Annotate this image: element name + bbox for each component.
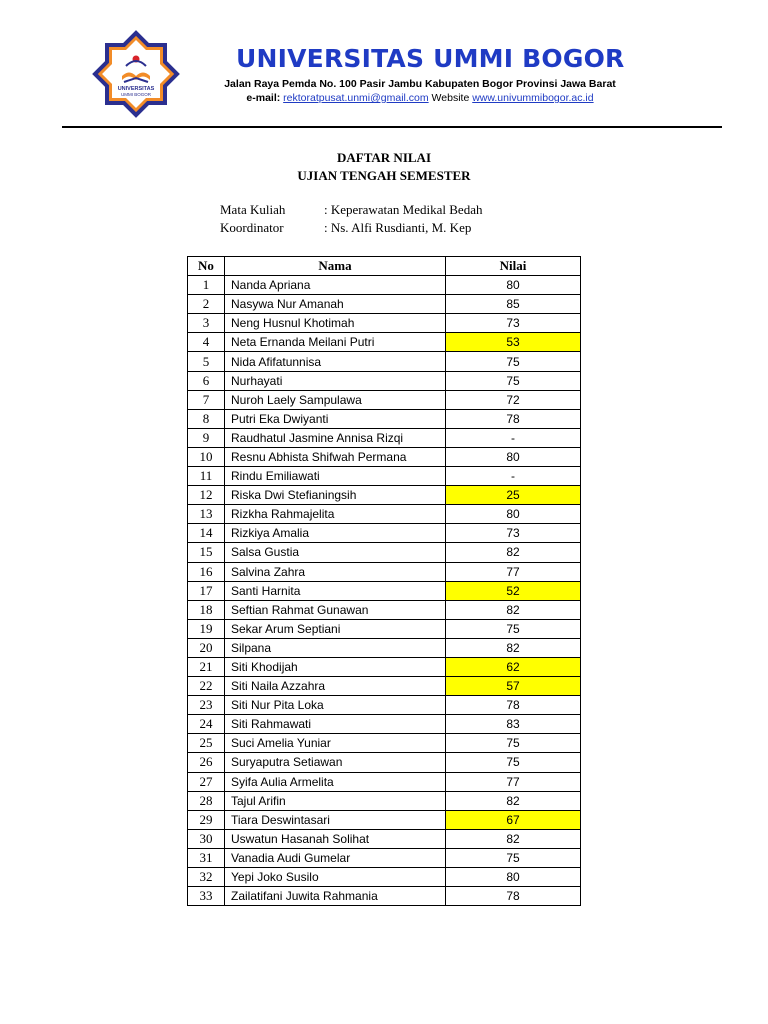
cell-nama: Nanda Apriana (225, 276, 446, 295)
cell-no: 7 (188, 390, 225, 409)
table-row (188, 600, 581, 619)
cell-nilai: 75 (446, 734, 581, 753)
cell-no: 11 (188, 467, 225, 486)
cell-nilai: 52 (446, 581, 581, 600)
table-row (188, 524, 581, 543)
table-row (188, 447, 581, 466)
cell-nilai: 75 (446, 352, 581, 371)
cell-no: 27 (188, 772, 225, 791)
table-row (188, 486, 581, 505)
cell-no: 28 (188, 791, 225, 810)
table-row (188, 657, 581, 676)
cell-nama: Rizkha Rahmajelita (225, 505, 446, 524)
cell-no: 32 (188, 868, 225, 887)
university-name: UNIVERSITAS UMMI BOGOR (236, 44, 625, 73)
table-row (188, 314, 581, 333)
cell-nama: Siti Nur Pita Loka (225, 696, 446, 715)
logo-text-2: UMMI BOGOR (121, 92, 151, 97)
cell-no: 17 (188, 581, 225, 600)
cell-nilai: 72 (446, 390, 581, 409)
logo-text-1: UNIVERSITAS (117, 86, 155, 92)
cell-no: 6 (188, 371, 225, 390)
table-row (188, 715, 581, 734)
cell-nama: Rizkiya Amalia (225, 524, 446, 543)
cell-no: 26 (188, 753, 225, 772)
cell-nilai: 82 (446, 638, 581, 657)
cell-nama: Siti Rahmawati (225, 715, 446, 734)
table-row (188, 619, 581, 638)
cell-nama: Siti Khodijah (225, 657, 446, 676)
cell-nama: Seftian Rahmat Gunawan (225, 600, 446, 619)
cell-nilai: 78 (446, 887, 581, 906)
cell-nama: Siti Naila Azzahra (225, 677, 446, 696)
table-row (188, 810, 581, 829)
table-row (188, 390, 581, 409)
cell-nilai: - (446, 467, 581, 486)
cell-no: 3 (188, 314, 225, 333)
cell-nama: Suryaputra Setiawan (225, 753, 446, 772)
cell-no: 19 (188, 619, 225, 638)
email-link[interactable]: rektoratpusat.unmi@gmail.com (283, 92, 429, 104)
cell-nama: Tiara Deswintasari (225, 810, 446, 829)
table-row (188, 791, 581, 810)
cell-nilai: 57 (446, 677, 581, 696)
table-row (188, 276, 581, 295)
table-row (188, 409, 581, 428)
course-label: Mata Kuliah (220, 202, 286, 217)
table-row (188, 887, 581, 906)
cell-no: 24 (188, 715, 225, 734)
cell-nilai: 82 (446, 829, 581, 848)
cell-no: 31 (188, 848, 225, 867)
cell-no: 30 (188, 829, 225, 848)
cell-nama: Nasywa Nur Amanah (225, 295, 446, 314)
table-row (188, 505, 581, 524)
cell-nilai: 75 (446, 753, 581, 772)
cell-nama: Raudhatul Jasmine Annisa Rizqi (225, 428, 446, 447)
contact-line (220, 92, 620, 104)
cell-no: 13 (188, 505, 225, 524)
cell-no: 5 (188, 352, 225, 371)
table-row (188, 734, 581, 753)
header-nama: Nama (225, 257, 446, 276)
cell-nama: Tajul Arifin (225, 791, 446, 810)
cell-nilai: 80 (446, 505, 581, 524)
cell-nama: Nurhayati (225, 371, 446, 390)
table-row (188, 772, 581, 791)
header-divider (62, 126, 722, 128)
table-row (188, 371, 581, 390)
university-address: Jalan Raya Pemda No. 100 Pasir Jambu Kabupaten Bogor Provinsi Jawa Barat (224, 78, 616, 90)
header-nilai: Nilai (446, 257, 581, 276)
cell-no: 14 (188, 524, 225, 543)
cell-nilai: 53 (446, 333, 581, 352)
cell-nilai: 62 (446, 657, 581, 676)
cell-no: 22 (188, 677, 225, 696)
grades-table (187, 256, 581, 906)
cell-nama: Vanadia Audi Gumelar (225, 848, 446, 867)
cell-nama: Riska Dwi Stefianingsih (225, 486, 446, 505)
cell-nilai: 82 (446, 600, 581, 619)
cell-no: 15 (188, 543, 225, 562)
cell-nama: Salsa Gustia (225, 543, 446, 562)
cell-no: 29 (188, 810, 225, 829)
cell-nilai: 77 (446, 772, 581, 791)
table-row (188, 829, 581, 848)
coordinator-label: Koordinator (220, 220, 284, 235)
cell-nilai: 80 (446, 276, 581, 295)
university-logo (88, 26, 184, 122)
cell-nama: Suci Amelia Yuniar (225, 734, 446, 753)
cell-nilai: 80 (446, 868, 581, 887)
email-label: e-mail: (246, 92, 281, 104)
cell-nilai: 25 (446, 486, 581, 505)
cell-nama: Salvina Zahra (225, 562, 446, 581)
cell-nilai: 75 (446, 619, 581, 638)
cell-no: 23 (188, 696, 225, 715)
table-row (188, 295, 581, 314)
cell-no: 18 (188, 600, 225, 619)
coordinator-line (220, 220, 471, 236)
cell-no: 1 (188, 276, 225, 295)
document-title: DAFTAR NILAI (336, 150, 431, 165)
cell-nama: Putri Eka Dwiyanti (225, 409, 446, 428)
document-subtitle: UJIAN TENGAH SEMESTER (297, 168, 471, 183)
cell-nama: Nida Afifatunnisa (225, 352, 446, 371)
cell-nilai: 75 (446, 371, 581, 390)
cell-no: 20 (188, 638, 225, 657)
cell-no: 33 (188, 887, 225, 906)
coordinator-value: : Ns. Alfi Rusdianti, M. Kep (324, 220, 472, 235)
cell-nama: Resnu Abhista Shifwah Permana (225, 447, 446, 466)
cell-nilai: 75 (446, 848, 581, 867)
table-row (188, 581, 581, 600)
cell-nilai: - (446, 428, 581, 447)
table-row (188, 543, 581, 562)
cell-nilai: 77 (446, 562, 581, 581)
table-row (188, 753, 581, 772)
cell-nama: Silpana (225, 638, 446, 657)
table-row (188, 638, 581, 657)
cell-no: 16 (188, 562, 225, 581)
cell-nilai: 82 (446, 791, 581, 810)
cell-nilai: 80 (446, 447, 581, 466)
cell-nilai: 73 (446, 524, 581, 543)
cell-no: 4 (188, 333, 225, 352)
cell-nama: Santi Harnita (225, 581, 446, 600)
table-row (188, 352, 581, 371)
table-row (188, 562, 581, 581)
table-header-row (188, 257, 581, 276)
cell-nama: Rindu Emiliawati (225, 467, 446, 486)
cell-no: 25 (188, 734, 225, 753)
cell-nama: Zailatifani Juwita Rahmania (225, 887, 446, 906)
cell-nama: Uswatun Hasanah Solihat (225, 829, 446, 848)
cell-nama: Yepi Joko Susilo (225, 868, 446, 887)
cell-no: 2 (188, 295, 225, 314)
cell-nilai: 73 (446, 314, 581, 333)
cell-nama: Sekar Arum Septiani (225, 619, 446, 638)
cell-nama: Nuroh Laely Sampulawa (225, 390, 446, 409)
cell-no: 9 (188, 428, 225, 447)
cell-nilai: 67 (446, 810, 581, 829)
cell-nama: Syifa Aulia Armelita (225, 772, 446, 791)
cell-no: 21 (188, 657, 225, 676)
table-row (188, 848, 581, 867)
cell-nilai: 83 (446, 715, 581, 734)
cell-nama: Neta Ernanda Meilani Putri (225, 333, 446, 352)
website-label: Website (431, 92, 470, 104)
table-body (188, 276, 581, 906)
cell-nilai: 85 (446, 295, 581, 314)
table-row (188, 428, 581, 447)
header-no: No (188, 257, 225, 276)
table-row (188, 868, 581, 887)
table-row (188, 677, 581, 696)
table-row (188, 696, 581, 715)
cell-no: 10 (188, 447, 225, 466)
cell-nilai: 78 (446, 409, 581, 428)
table-row (188, 333, 581, 352)
cell-nilai: 82 (446, 543, 581, 562)
course-value: : Keperawatan Medikal Bedah (324, 202, 483, 217)
cell-nilai: 78 (446, 696, 581, 715)
cell-nama: Neng Husnul Khotimah (225, 314, 446, 333)
course-line (220, 202, 482, 218)
website-link[interactable]: www.univummibogor.ac.id (472, 92, 594, 104)
table-row (188, 467, 581, 486)
cell-no: 12 (188, 486, 225, 505)
cell-no: 8 (188, 409, 225, 428)
